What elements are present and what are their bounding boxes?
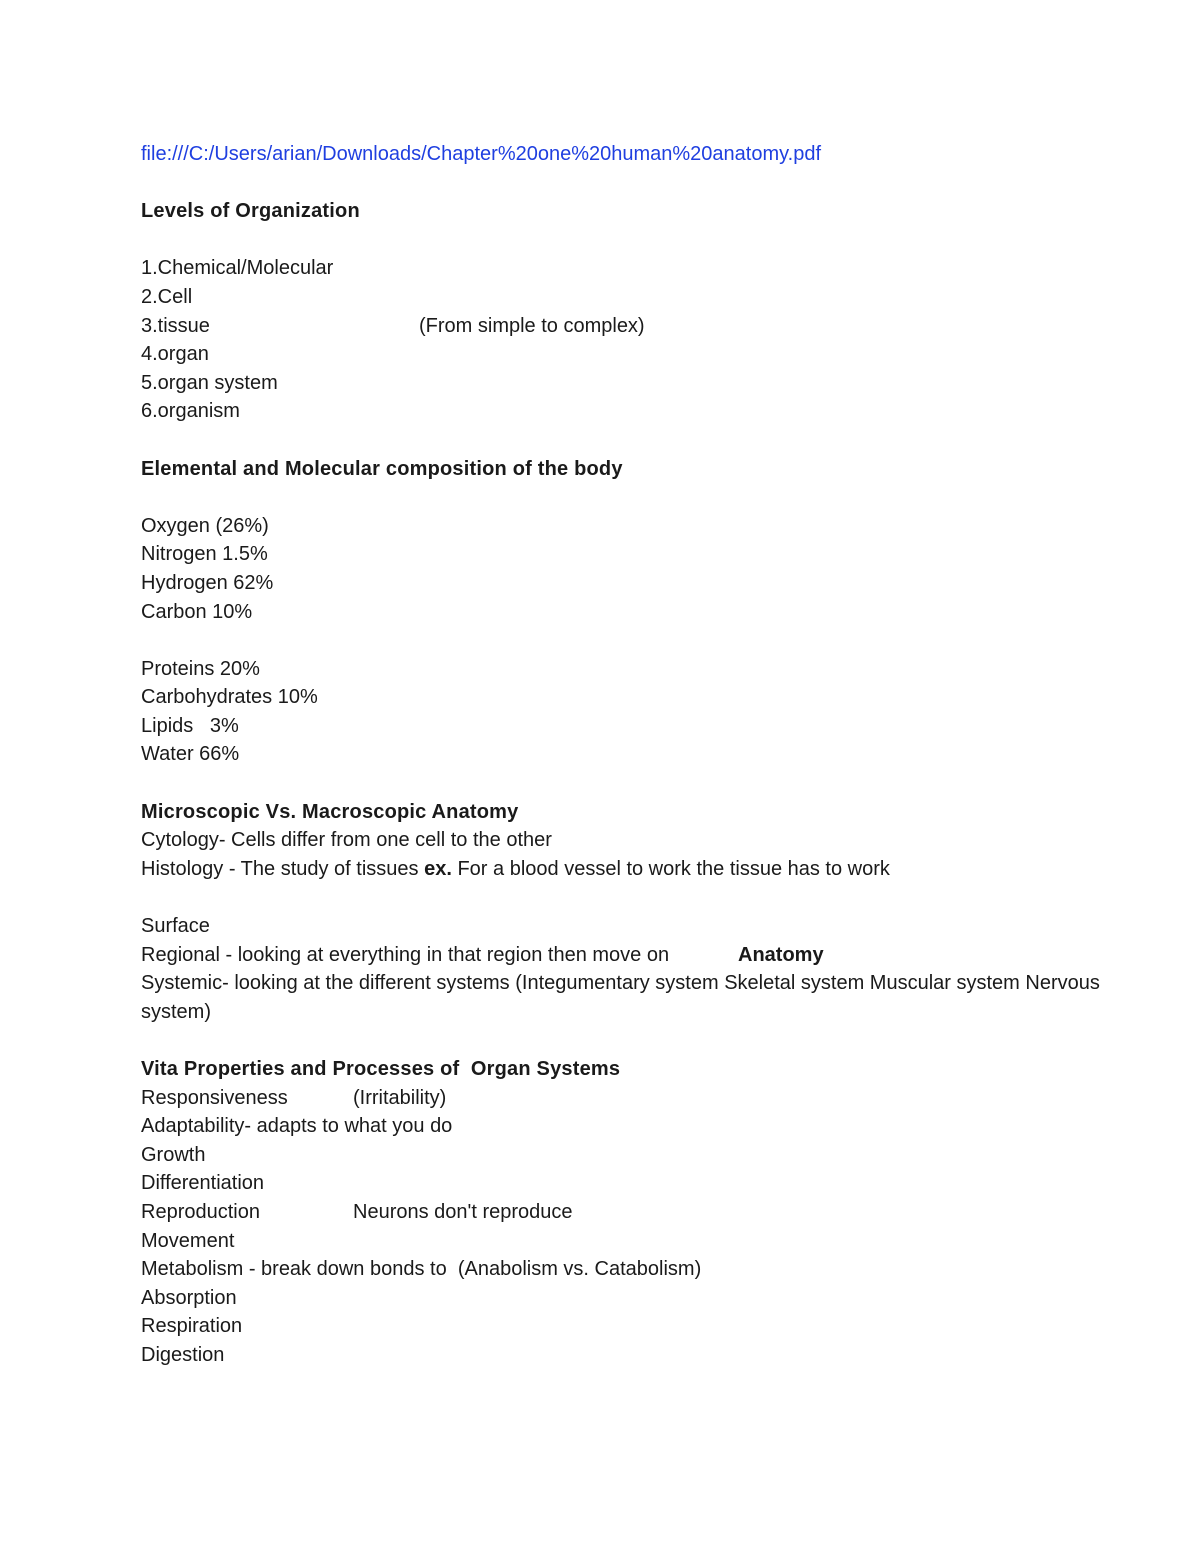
regional-text: Regional - looking at everything in that region then move on bbox=[141, 943, 670, 966]
vital-item: Growth bbox=[141, 1143, 206, 1166]
regional-anatomy-label: Anatomy bbox=[738, 943, 824, 966]
levels-item: 2.Cell bbox=[141, 285, 193, 308]
document-body bbox=[141, 140, 1101, 1370]
levels-note: (From simple to complex) bbox=[419, 314, 645, 337]
regional-line bbox=[141, 941, 1101, 970]
molecule-item: Proteins 20% bbox=[141, 657, 260, 680]
vital-item-label: Responsiveness bbox=[141, 1086, 288, 1109]
vital-heading: Vita Properties and Processes of Organ Systems bbox=[141, 1058, 621, 1080]
levels-item bbox=[141, 312, 1101, 341]
histology-text: Histology - The study of tissues bbox=[141, 857, 425, 880]
vital-item-label: Reproduction bbox=[141, 1200, 260, 1223]
vital-item: Differentiation bbox=[141, 1172, 265, 1195]
histology-example-text: For a blood vessel to work the tissue has to work bbox=[451, 857, 890, 880]
file-link[interactable]: file:///C:/Users/arian/Downloads/Chapter%20one%20human%20anatomy.pdf bbox=[141, 143, 822, 165]
cytology-line: Cytology- Cells differ from one cell to the other bbox=[141, 829, 552, 852]
vital-item: Adaptability- adapts to what you do bbox=[141, 1115, 453, 1138]
spacer bbox=[141, 426, 1101, 455]
spacer bbox=[141, 883, 1101, 912]
levels-item-label: 3.tissue bbox=[141, 314, 210, 337]
spacer bbox=[141, 626, 1101, 655]
element-item: Oxygen (26%) bbox=[141, 514, 269, 537]
histology-line bbox=[141, 855, 1101, 884]
vital-item bbox=[141, 1084, 1101, 1113]
composition-heading: Elemental and Molecular composition of the body bbox=[141, 457, 623, 480]
surface-line: Surface bbox=[141, 915, 210, 938]
levels-heading: Levels of Organization bbox=[141, 200, 360, 223]
vital-item: Digestion bbox=[141, 1343, 225, 1366]
vital-item: Absorption bbox=[141, 1286, 237, 1309]
spacer bbox=[141, 483, 1101, 512]
levels-item: 5.organ system bbox=[141, 371, 278, 394]
anatomy-heading: Microscopic Vs. Macroscopic Anatomy bbox=[141, 800, 519, 823]
vital-item-note: Neurons don't reproduce bbox=[353, 1200, 573, 1223]
molecule-item: Water 66% bbox=[141, 743, 240, 766]
element-item: Hydrogen 62% bbox=[141, 571, 274, 594]
vital-item: Metabolism - break down bonds to (Anabolism vs. Catabolism) bbox=[141, 1258, 702, 1281]
levels-item: 4.organ bbox=[141, 343, 209, 366]
element-item: Carbon 10% bbox=[141, 600, 253, 623]
molecule-item: Lipids 3% bbox=[141, 714, 239, 737]
systemic-line: Systemic- looking at the different systems (Integumentary system Skeletal system Muscular system Nervous system) bbox=[141, 972, 1100, 1023]
element-item: Nitrogen 1.5% bbox=[141, 543, 268, 566]
vital-item bbox=[141, 1198, 1101, 1227]
molecule-item: Carbohydrates 10% bbox=[141, 686, 318, 709]
vital-item: Movement bbox=[141, 1229, 235, 1252]
spacer bbox=[141, 769, 1101, 798]
levels-item: 1.Chemical/Molecular bbox=[141, 257, 334, 280]
histology-example-label: ex. bbox=[424, 857, 452, 880]
spacer bbox=[141, 1026, 1101, 1055]
vital-item: Respiration bbox=[141, 1315, 243, 1338]
levels-item: 6.organism bbox=[141, 400, 240, 423]
vital-item-note: (Irritability) bbox=[353, 1086, 447, 1109]
spacer bbox=[141, 226, 1101, 255]
spacer bbox=[141, 169, 1101, 198]
